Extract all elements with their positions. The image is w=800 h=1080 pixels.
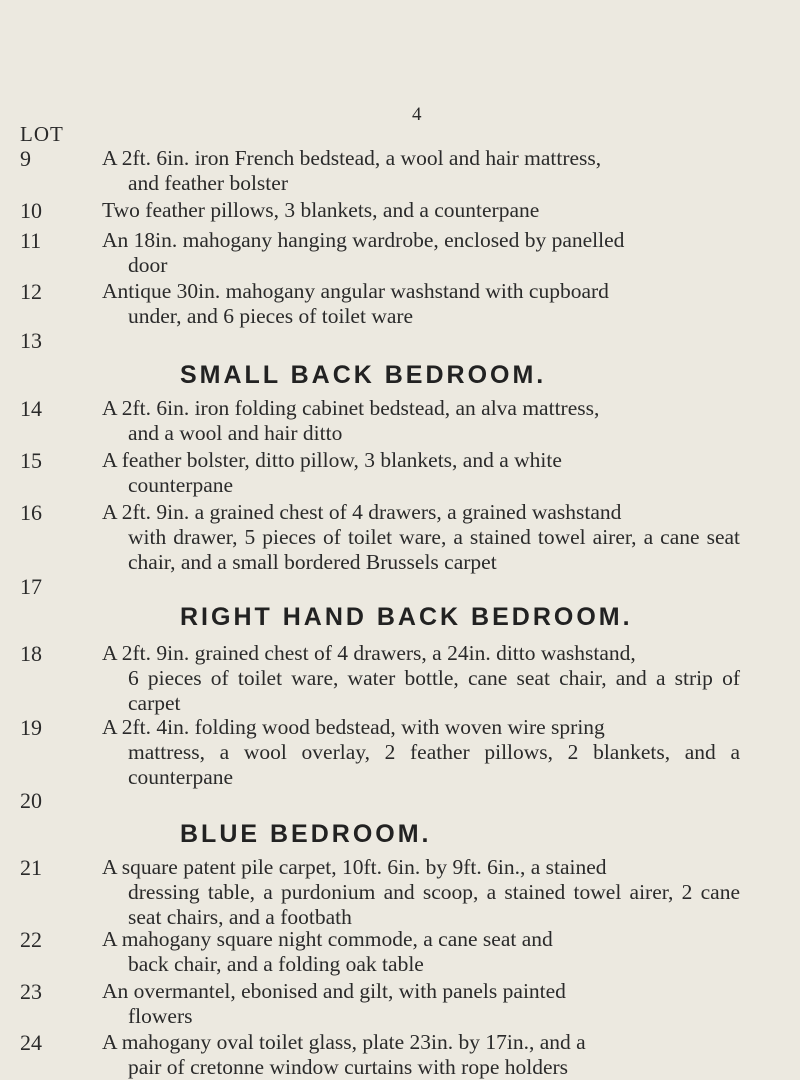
section-heading: BLUE BEDROOM. xyxy=(180,820,432,848)
section-heading: RIGHT HAND BACK BEDROOM. xyxy=(180,603,633,631)
lot-number: 16 xyxy=(20,500,42,525)
lot-number: 10 xyxy=(20,198,42,223)
page-number: 4 xyxy=(412,104,422,125)
lot-description: An 18in. mahogany hanging wardrobe, enclosed by panelled door xyxy=(102,228,625,277)
lot-number: 21 xyxy=(20,855,42,880)
lot-number: 12 xyxy=(20,279,42,304)
lot-number: 18 xyxy=(20,641,42,666)
lot-description: Antique 30in. mahogany angular washstand with cupboard under, and 6 pieces of toilet ware xyxy=(102,279,609,328)
lot-description: A 2ft. 4in. folding wood bedstead, with woven wire spring mattress, a wool overlay, 2 feather pillows, 2 blankets, and a counterpane xyxy=(102,715,740,789)
lot-description: A mahogany oval toilet glass, plate 23in. by 17in., and a pair of cretonne window curtains with rope holders xyxy=(102,1030,586,1079)
lot-number: 14 xyxy=(20,396,42,421)
lot-number: 11 xyxy=(20,228,42,253)
lot-description: A square patent pile carpet, 10ft. 6in. by 9ft. 6in., a stained dressing table, a purdonium and scoop, a stained towel airer, 2 cane seat chairs, and a footbath xyxy=(102,855,740,929)
lot-number: 13 xyxy=(20,328,42,353)
lot-description: A feather bolster, ditto pillow, 3 blankets, and a white counterpane xyxy=(102,448,562,497)
lot-number: 23 xyxy=(20,979,42,1004)
lot-description: A 2ft. 9in. a grained chest of 4 drawers, a grained washstand with drawer, 5 pieces of toilet ware, a stained towel airer, a cane seat chair, and a small bordered Brussels carpet xyxy=(102,500,740,574)
lot-description: A 2ft. 9in. grained chest of 4 drawers, a 24in. ditto washstand, 6 pieces of toilet ware, water bottle, cane seat chair, and a strip of carpet xyxy=(102,641,740,715)
lot-description: An overmantel, ebonised and gilt, with panels painted flowers xyxy=(102,979,566,1028)
lot-number: 22 xyxy=(20,927,42,952)
lot-number: 15 xyxy=(20,448,42,473)
lot-number: 9 xyxy=(20,146,31,171)
lot-number: 17 xyxy=(20,574,42,599)
lot-description: A 2ft. 6in. iron French bedstead, a wool and hair mattress, and feather bolster xyxy=(102,146,602,195)
lot-number: 24 xyxy=(20,1030,42,1055)
section-heading: SMALL BACK BEDROOM. xyxy=(180,361,547,389)
lot-number: 20 xyxy=(20,788,42,813)
lot-number: 19 xyxy=(20,715,42,740)
lot-description: A mahogany square night commode, a cane seat and back chair, and a folding oak table xyxy=(102,927,553,976)
lot-description: A 2ft. 6in. iron folding cabinet bedstead, an alva mattress, and a wool and hair ditto xyxy=(102,396,600,445)
lot-description: Two feather pillows, 3 blankets, and a counterpane xyxy=(102,198,540,222)
lot-column-header: LOT xyxy=(20,122,64,146)
